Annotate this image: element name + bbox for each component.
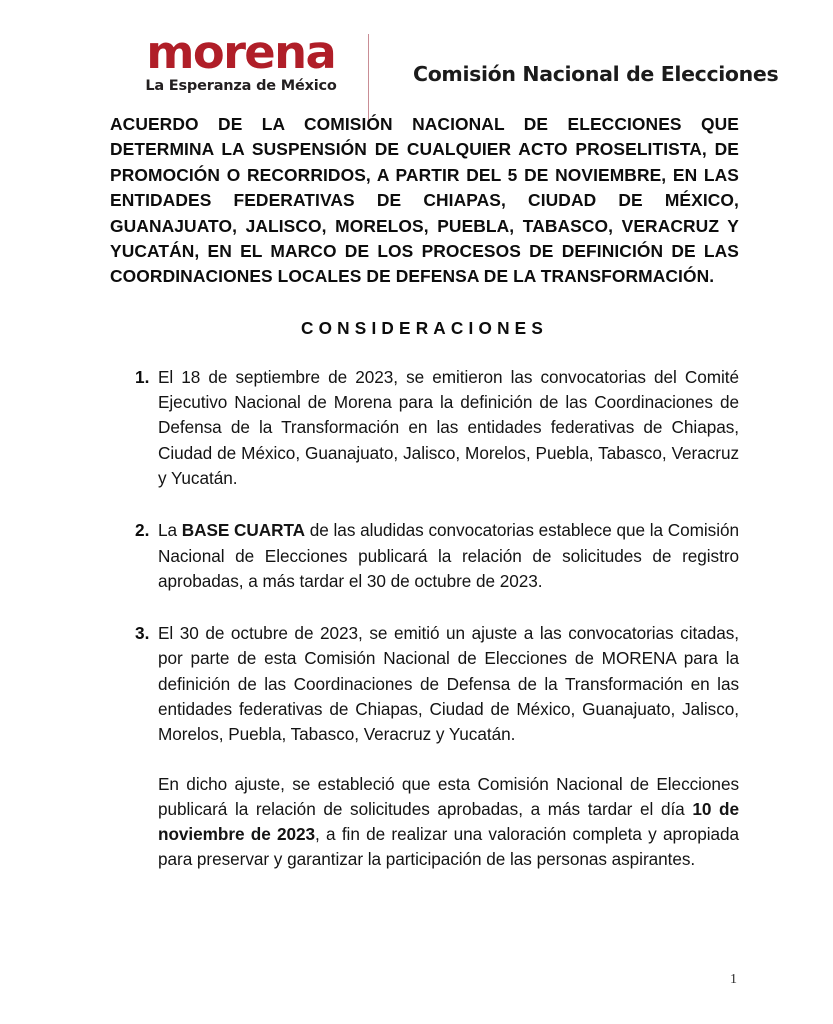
morena-wordmark: morena [146,26,336,80]
header-vertical-divider [368,34,369,122]
document-header [145,0,833,95]
considerations-list [110,365,739,873]
consideration-3-bold-date: 10 de noviembre de 2023 [158,798,740,845]
consideration-2-text-before-bold: La [158,520,182,541]
consideration-2-text-after-bold: de las aludidas convocatorias establece que la Comisión Nacional de Elecciones publicará la relación de solicitudes de registro aprobadas, a más tardar el 30 de octubre de 2023. [158,520,739,591]
document-body [110,92,739,873]
consideration-3-text: El 30 de octubre de 2023, se emitió un ajuste a las convocatorias citadas, por parte de esta Comisión Nacional de Elecciones de MORENA para la definición de las Coordinaciones de Defensa de la Transformación en las entidades federativas de Chiapas, Ciudad de México, Guanajuato, Jalisco, Morelos, Puebla, Tabasco, Veracruz y Yucatán. [158,623,739,745]
morena-tagline: La Esperanza de México [145,78,337,95]
consideration-1-text: El 18 de septiembre de 2023, se emitieron las convocatorias del Comité Ejecutivo Nacional de Morena para la definición de las Coordinaciones de Defensa de la Transformación en las entidades federativas de Chiapas, Ciudad de México, Guanajuato, Jalisco, Morelos, Puebla, Tabasco, Veracruz y Yucatán. [158,366,739,488]
consideration-item-3 [110,621,739,873]
morena-logo [145,26,337,95]
section-heading-consideraciones: CONSIDERACIONES [300,317,549,338]
organization-name: Comisión Nacional de Elecciones [413,62,779,86]
consideration-2-text [158,518,739,594]
consideration-3-extra-paragraph [158,772,739,873]
consideration-item-1 [110,365,739,491]
page-number: 1 [730,972,737,987]
consideration-3-extra-text-after-bold: , a fin de realizar una valoración completa y apropiada para preservar y garantizar la participación de las personas aspirantes. [158,824,739,870]
document-title: ACUERDO DE LA COMISIÓN NACIONAL DE ELECCIONES QUE DETERMINA LA SUSPENSIÓN DE CUALQUIER ACTO PROSELITISTA, DE PROMOCIÓN O RECORRIDOS, A PARTIR DEL 5 DE NOVIEMBRE, EN LAS ENTIDADES FEDERATIVAS DE CHIAPAS, CIUDAD DE MÉXICO, GUANAJUATO, JALISCO, MORELOS, PUEBLA, TABASCO, VERACRUZ Y YUCATÁN, EN EL MARCO DE LOS PROCESOS DE DEFINICIÓN DE LAS COORDINACIONES LOCALES DE DEFENSA DE LA TRANSFORMACIÓN. [110,114,739,287]
consideration-2-bold-base-cuarta: BASE CUARTA [181,520,306,541]
consideration-3-extra-text-before-bold: En dicho ajuste, se estableció que esta Comisión Nacional de Elecciones publicará la relación de solicitudes aprobadas, a más tardar el día [158,773,739,819]
consideration-item-2 [110,518,739,594]
